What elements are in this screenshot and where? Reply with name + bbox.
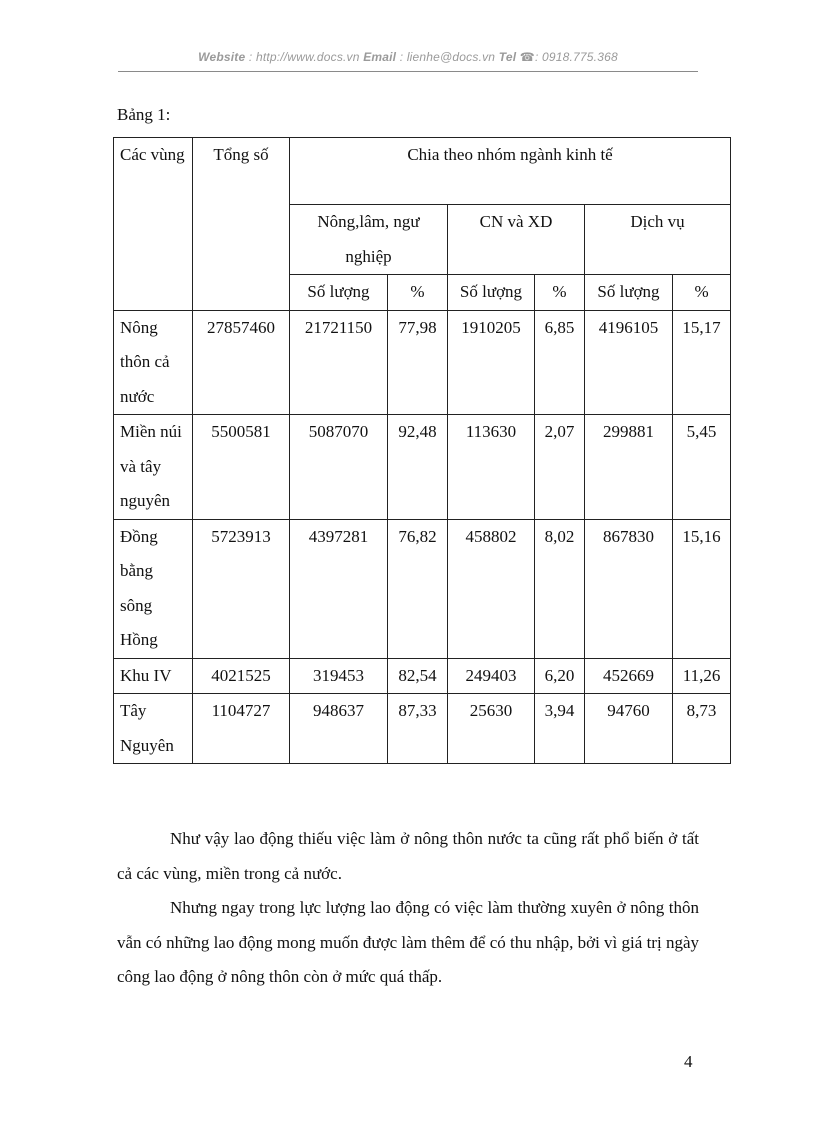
header-total: Tổng số: [193, 138, 290, 311]
cell-ind-qty: 25630: [448, 694, 535, 764]
cell-svc-qty: 452669: [585, 658, 673, 694]
cell-svc-qty: 867830: [585, 519, 673, 658]
cell-agri-qty: 319453: [290, 658, 388, 694]
cell-agri-qty: 948637: [290, 694, 388, 764]
table-row: [114, 310, 731, 415]
cell-region: Tây Nguyên: [114, 694, 193, 764]
header-sector-agri: Nông,lâm, ngư nghiệp: [290, 205, 448, 275]
cell-total: 5723913: [193, 519, 290, 658]
sub-header-percent: %: [388, 275, 448, 311]
cell-region: Đồng bằng sông Hồng: [114, 519, 193, 658]
cell-agri-pct: 87,33: [388, 694, 448, 764]
cell-ind-pct: 2,07: [535, 415, 585, 520]
cell-svc-pct: 15,17: [673, 310, 731, 415]
cell-ind-qty: 249403: [448, 658, 535, 694]
cell-ind-qty: 458802: [448, 519, 535, 658]
sub-header-quantity: Số lượng: [290, 275, 388, 311]
cell-svc-qty: 299881: [585, 415, 673, 520]
website-value: : http://www.docs.vn: [248, 50, 360, 64]
page-header: [118, 50, 698, 64]
body-paragraph: Nhưng ngay trong lực lượng lao động có việc làm thường xuyên ở nông thôn vẫn có những lao động mong muốn được làm thêm để có thu nhập, bởi vì giá trị ngày công lao động ở nông thôn còn ở mức quá thấp.: [117, 898, 699, 986]
labor-table: [113, 137, 731, 764]
tel-value: : 0918.775.368: [534, 50, 618, 64]
cell-agri-qty: 4397281: [290, 519, 388, 658]
cell-svc-qty: 94760: [585, 694, 673, 764]
cell-ind-pct: 8,02: [535, 519, 585, 658]
table-row: [114, 415, 731, 520]
cell-region: Khu IV: [114, 658, 193, 694]
cell-ind-pct: 6,20: [535, 658, 585, 694]
cell-total: 5500581: [193, 415, 290, 520]
cell-svc-pct: 8,73: [673, 694, 731, 764]
header-group: Chia theo nhóm ngành kinh tế: [290, 138, 731, 205]
cell-agri-pct: 92,48: [388, 415, 448, 520]
cell-ind-qty: 113630: [448, 415, 535, 520]
sub-header-percent: %: [535, 275, 585, 311]
tel-label: Tel: [498, 50, 517, 64]
sub-header-quantity: Số lượng: [585, 275, 673, 311]
cell-agri-pct: 77,98: [388, 310, 448, 415]
cell-agri-pct: 82,54: [388, 658, 448, 694]
header-sector-service: Dịch vụ: [585, 205, 731, 275]
table-row: [114, 658, 731, 694]
header-divider: [118, 71, 698, 72]
cell-region: Nông thôn cả nước: [114, 310, 193, 415]
cell-agri-qty: 21721150: [290, 310, 388, 415]
sub-header-percent: %: [673, 275, 731, 311]
phone-icon: ☎: [519, 50, 535, 64]
cell-total: 4021525: [193, 658, 290, 694]
table-row: [114, 694, 731, 764]
table-row: [114, 519, 731, 658]
header-sector-industry: CN và XD: [448, 205, 585, 275]
cell-total: 1104727: [193, 694, 290, 764]
sub-header-quantity: Số lượng: [448, 275, 535, 311]
website-label: Website: [198, 50, 246, 64]
table-header-row-1: [114, 138, 731, 205]
cell-svc-qty: 4196105: [585, 310, 673, 415]
email-value: : lienhe@docs.vn: [399, 50, 496, 64]
cell-ind-pct: 6,85: [535, 310, 585, 415]
cell-ind-pct: 3,94: [535, 694, 585, 764]
table-caption: Bảng 1:: [117, 105, 171, 124]
email-label: Email: [363, 50, 397, 64]
cell-svc-pct: 15,16: [673, 519, 731, 658]
page-number: 4: [684, 1052, 693, 1071]
cell-ind-qty: 1910205: [448, 310, 535, 415]
cell-svc-pct: 11,26: [673, 658, 731, 694]
cell-agri-pct: 76,82: [388, 519, 448, 658]
cell-region: Miền núi và tây nguyên: [114, 415, 193, 520]
header-region: Các vùng: [114, 138, 193, 311]
cell-svc-pct: 5,45: [673, 415, 731, 520]
cell-agri-qty: 5087070: [290, 415, 388, 520]
cell-total: 27857460: [193, 310, 290, 415]
body-paragraph: Như vậy lao động thiếu việc làm ở nông thôn nước ta cũng rất phổ biến ở tất cả các vùng, miền trong cả nước.: [117, 829, 699, 883]
